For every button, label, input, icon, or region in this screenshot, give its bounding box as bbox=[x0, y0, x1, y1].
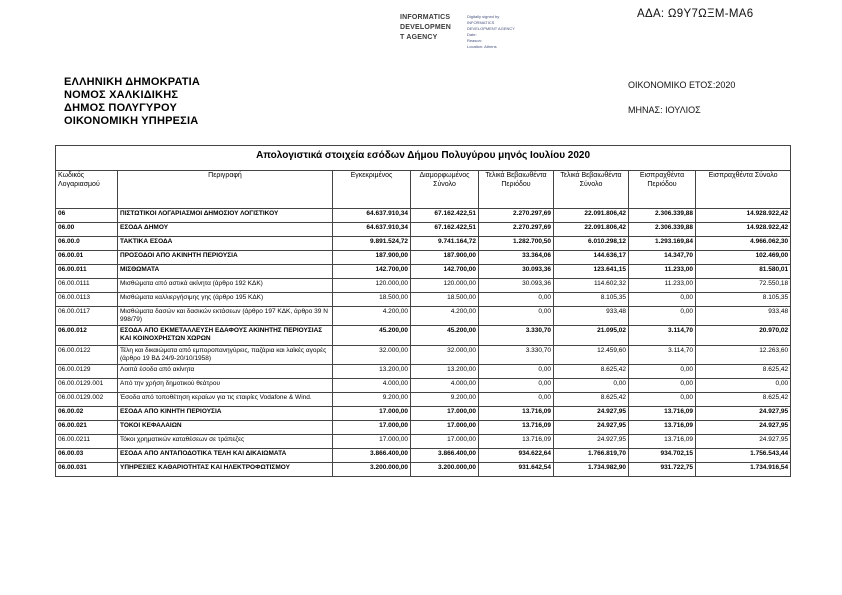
table-row bbox=[56, 251, 791, 265]
row-account-code: 06 bbox=[56, 209, 118, 223]
row-account-code: 06.00.0117 bbox=[56, 307, 118, 326]
row-approved-budget: 3.866.400,00 bbox=[333, 448, 411, 462]
row-certified-period: 13.716,09 bbox=[479, 420, 554, 434]
row-adjusted-total: 3.200.000,00 bbox=[411, 462, 479, 476]
row-approved-budget: 9.891.524,72 bbox=[333, 237, 411, 251]
table-row bbox=[56, 364, 791, 378]
row-account-code: 06.00.0122 bbox=[56, 345, 118, 364]
row-certified-total: 12.459,60 bbox=[554, 345, 629, 364]
row-description: Τέλη και δικαιώματα από εμποροπανηγύρεις, παζάρια και λαϊκές αγορές (άρθρο 19 ΒΔ 24/9-20/10/1958) bbox=[118, 345, 333, 364]
row-collected-total: 72.550,18 bbox=[696, 279, 791, 293]
authority-line-department: ΟΙΚΟΝΟΜΙΚΗ ΥΠΗΡΕΣΙΑ bbox=[64, 114, 199, 127]
authority-line-republic: ΕΛΛΗΝΙΚΗ ΔΗΜΟΚΡΑΤΙΑ bbox=[64, 76, 201, 88]
table-row bbox=[56, 279, 791, 293]
row-collected-period: 1.293.169,84 bbox=[629, 237, 696, 251]
row-adjusted-total: 142.700,00 bbox=[411, 265, 479, 279]
table-row bbox=[56, 237, 791, 251]
row-certified-total: 8.625,42 bbox=[554, 392, 629, 406]
row-adjusted-total: 4.000,00 bbox=[411, 378, 479, 392]
row-collected-period: 11.233,00 bbox=[629, 279, 696, 293]
row-description: ΤΟΚΟΙ ΚΕΦΑΛΑΙΩΝ bbox=[118, 420, 333, 434]
table-row bbox=[56, 223, 791, 237]
row-account-code: 06.00.031 bbox=[56, 462, 118, 476]
row-certified-period: 33.364,06 bbox=[479, 251, 554, 265]
row-collected-total: 14.928.922,42 bbox=[696, 223, 791, 237]
row-approved-budget: 9.200,00 bbox=[333, 392, 411, 406]
row-approved-budget: 120.000,00 bbox=[333, 279, 411, 293]
row-certified-period: 3.330,70 bbox=[479, 326, 554, 345]
row-collected-total: 24.927,95 bbox=[696, 434, 791, 448]
row-certified-period: 30.093,36 bbox=[479, 279, 554, 293]
stamp-agency-line: T AGENCY bbox=[400, 33, 438, 41]
table-row bbox=[56, 434, 791, 448]
stamp-signature-line: DEVELOPMENT AGENCY bbox=[467, 26, 515, 31]
row-description: Τόκοι χρηματικών καταθέσεων σε τράπεζες bbox=[118, 434, 333, 448]
row-account-code: 06.00.0113 bbox=[56, 293, 118, 307]
row-adjusted-total: 3.866.400,00 bbox=[411, 448, 479, 462]
row-collected-total: 1.734.916,54 bbox=[696, 462, 791, 476]
table-row bbox=[56, 462, 791, 476]
row-adjusted-total: 17.000,00 bbox=[411, 406, 479, 420]
row-account-code: 06.00.012 bbox=[56, 326, 118, 345]
row-account-code: 06.00.0129.002 bbox=[56, 392, 118, 406]
column-header-approved: Εγκεκριμένος bbox=[333, 171, 411, 209]
row-approved-budget: 45.200,00 bbox=[333, 326, 411, 345]
row-adjusted-total: 67.162.422,51 bbox=[411, 223, 479, 237]
row-collected-total: 81.580,01 bbox=[696, 265, 791, 279]
row-certified-total: 24.927,95 bbox=[554, 434, 629, 448]
row-account-code: 06.00.0129 bbox=[56, 364, 118, 378]
table-row bbox=[56, 420, 791, 434]
row-collected-total: 24.927,95 bbox=[696, 406, 791, 420]
row-approved-budget: 32.000,00 bbox=[333, 345, 411, 364]
row-account-code: 06.00.021 bbox=[56, 420, 118, 434]
stamp-signature-line: Reason: bbox=[467, 38, 482, 43]
row-description: Μισθώματα δασών και δασικών εκτάσεων (άρθρο 197 ΚΔΚ, άρθρο 39 Ν 998/79) bbox=[118, 307, 333, 326]
issuing-authority-block bbox=[64, 76, 200, 128]
row-account-code: 06.00.0211 bbox=[56, 434, 118, 448]
row-collected-total: 24.927,95 bbox=[696, 420, 791, 434]
table-row bbox=[56, 345, 791, 364]
column-header-account-code: Κωδικός Λογαριασμού bbox=[56, 171, 118, 209]
digital-signature-stamp bbox=[400, 13, 560, 50]
row-certified-period: 13.716,09 bbox=[479, 406, 554, 420]
row-collected-period: 0,00 bbox=[629, 364, 696, 378]
row-collected-period: 13.716,09 bbox=[629, 434, 696, 448]
row-description: ΤΑΚΤΙΚΑ ΕΣΟΔΑ bbox=[118, 237, 333, 251]
row-certified-period: 3.330,70 bbox=[479, 345, 554, 364]
row-certified-period: 0,00 bbox=[479, 378, 554, 392]
row-adjusted-total: 13.200,00 bbox=[411, 364, 479, 378]
fiscal-year-label: ΟΙΚΟΝΟΜΙΚΟ ΕΤΟΣ:2020 bbox=[628, 80, 736, 90]
row-certified-period: 931.642,54 bbox=[479, 462, 554, 476]
table-row bbox=[56, 392, 791, 406]
row-collected-period: 0,00 bbox=[629, 392, 696, 406]
stamp-agency-line: INFORMATICS bbox=[400, 14, 451, 21]
row-certified-total: 24.927,95 bbox=[554, 420, 629, 434]
row-adjusted-total: 9.200,00 bbox=[411, 392, 479, 406]
row-account-code: 06.00.0129.001 bbox=[56, 378, 118, 392]
row-description: ΜΙΣΘΩΜΑΤΑ bbox=[118, 265, 333, 279]
row-certified-total: 1.766.819,70 bbox=[554, 448, 629, 462]
row-description: ΥΠΗΡΕΣΙΕΣ ΚΑΘΑΡΙΟΤΗΤΑΣ ΚΑΙ ΗΛΕΚΤΡΟΦΩΤΙΣΜΟΥ bbox=[118, 462, 333, 476]
ada-code: ΑΔΑ: Ω9Υ7ΩΞΜ-ΜΑ6 bbox=[637, 8, 754, 20]
row-certified-total: 144.636,17 bbox=[554, 251, 629, 265]
row-description: Μισθώματα καλλιεργήσιμης γης (άρθρο 195 ΚΔΚ) bbox=[118, 293, 333, 307]
stamp-agency-name bbox=[400, 13, 462, 50]
row-approved-budget: 18.500,00 bbox=[333, 293, 411, 307]
table-row bbox=[56, 265, 791, 279]
row-adjusted-total: 67.162.422,51 bbox=[411, 209, 479, 223]
row-account-code: 06.00.02 bbox=[56, 406, 118, 420]
stamp-agency-line: DEVELOPMEN bbox=[400, 23, 452, 31]
table-row bbox=[56, 378, 791, 392]
row-adjusted-total: 17.000,00 bbox=[411, 420, 479, 434]
row-certified-total: 24.927,95 bbox=[554, 406, 629, 420]
row-certified-total: 21.095,02 bbox=[554, 326, 629, 345]
row-collected-total: 8.105,35 bbox=[696, 293, 791, 307]
row-collected-period: 0,00 bbox=[629, 293, 696, 307]
authority-line-municipality: ΔΗΜΟΣ ΠΟΛΥΓΥΡΟΥ bbox=[64, 101, 177, 114]
row-description: ΕΣΟΔΑ ΔΗΜΟΥ bbox=[118, 223, 333, 237]
row-approved-budget: 17.000,00 bbox=[333, 406, 411, 420]
table-row bbox=[56, 209, 791, 223]
row-collected-total: 8.625,42 bbox=[696, 364, 791, 378]
column-header-certified-period: Τελικά Βεβαιωθέντα Περιόδου bbox=[479, 171, 554, 209]
stamp-signature-line: INFORMATICS bbox=[467, 20, 495, 25]
row-approved-budget: 64.637.910,34 bbox=[333, 223, 411, 237]
stamp-signature-details bbox=[467, 13, 515, 50]
row-account-code: 06.00.03 bbox=[56, 448, 118, 462]
row-collected-period: 11.233,00 bbox=[629, 265, 696, 279]
row-description: ΠΙΣΤΩΤΙΚΟΙ ΛΟΓΑΡΙΑΣΜΟΙ ΔΗΜΟΣΙΟΥ ΛΟΓΙΣΤΙΚΟΥ bbox=[118, 209, 333, 223]
row-adjusted-total: 17.000,00 bbox=[411, 434, 479, 448]
stamp-signature-line: Date: bbox=[467, 32, 477, 37]
stamp-signature-line: Digitally signed by bbox=[467, 14, 500, 19]
row-approved-budget: 64.637.910,34 bbox=[333, 209, 411, 223]
column-header-certified-total: Τελικά Βεβαιωθέντα Σύνολο bbox=[554, 171, 629, 209]
row-certified-total: 8.105,35 bbox=[554, 293, 629, 307]
row-collected-total: 14.928.922,42 bbox=[696, 209, 791, 223]
row-collected-period: 3.114,70 bbox=[629, 326, 696, 345]
row-adjusted-total: 45.200,00 bbox=[411, 326, 479, 345]
row-collected-period: 13.716,09 bbox=[629, 420, 696, 434]
row-approved-budget: 17.000,00 bbox=[333, 420, 411, 434]
row-description: ΠΡΟΣΟΔΟΙ ΑΠΟ ΑΚΙΝΗΤΗ ΠΕΡΙΟΥΣΙΑ bbox=[118, 251, 333, 265]
row-collected-total: 12.263,60 bbox=[696, 345, 791, 364]
row-description: ΕΣΟΔΑ ΑΠΟ ΕΚΜΕΤΑΛΛΕΥΣΗ ΕΔΑΦΟΥΣ ΑΚΙΝΗΤΗΣ ΠΕΡΙΟΥΣΙΑΣ ΚΑΙ ΚΟΙΝΟΧΡΗΣΤΩΝ ΧΩΡΩΝ bbox=[118, 326, 333, 345]
row-description: ΕΣΟΔΑ ΑΠΟ ΑΝΤΑΠΟΔΟΤΙΚΑ ΤΕΛΗ ΚΑΙ ΔΙΚΑΙΩΜΑΤΑ bbox=[118, 448, 333, 462]
row-collected-total: 1.756.543,44 bbox=[696, 448, 791, 462]
row-adjusted-total: 120.000,00 bbox=[411, 279, 479, 293]
row-adjusted-total: 187.900,00 bbox=[411, 251, 479, 265]
row-certified-period: 13.716,09 bbox=[479, 434, 554, 448]
row-certified-total: 22.091.806,42 bbox=[554, 209, 629, 223]
row-collected-total: 0,00 bbox=[696, 378, 791, 392]
column-header-adjusted-total: Διαμορφωμένος Σύνολο bbox=[411, 171, 479, 209]
row-approved-budget: 4.200,00 bbox=[333, 307, 411, 326]
column-header-description: Περιγραφή bbox=[118, 171, 333, 209]
row-description: Έσοδα από τοποθέτηση κεραίων για τις εταιρίες Vodafone & Wind. bbox=[118, 392, 333, 406]
row-certified-period: 0,00 bbox=[479, 392, 554, 406]
row-certified-total: 22.091.806,42 bbox=[554, 223, 629, 237]
table-row bbox=[56, 307, 791, 326]
row-account-code: 06.00.01 bbox=[56, 251, 118, 265]
row-approved-budget: 3.200.000,00 bbox=[333, 462, 411, 476]
row-certified-total: 0,00 bbox=[554, 378, 629, 392]
row-account-code: 06.00.0111 bbox=[56, 279, 118, 293]
row-adjusted-total: 18.500,00 bbox=[411, 293, 479, 307]
row-description: Μισθώματα από αστικά ακίνητα (άρθρο 192 ΚΔΚ) bbox=[118, 279, 333, 293]
row-certified-total: 8.625,42 bbox=[554, 364, 629, 378]
row-collected-total: 4.966.062,30 bbox=[696, 237, 791, 251]
row-collected-total: 102.469,00 bbox=[696, 251, 791, 265]
row-collected-period: 2.306.339,88 bbox=[629, 209, 696, 223]
row-certified-period: 934.622,64 bbox=[479, 448, 554, 462]
row-certified-period: 2.270.297,69 bbox=[479, 223, 554, 237]
row-account-code: 06.00.0 bbox=[56, 237, 118, 251]
row-collected-period: 2.306.339,88 bbox=[629, 223, 696, 237]
row-account-code: 06.00 bbox=[56, 223, 118, 237]
row-adjusted-total: 32.000,00 bbox=[411, 345, 479, 364]
row-approved-budget: 142.700,00 bbox=[333, 265, 411, 279]
row-certified-period: 2.270.297,69 bbox=[479, 209, 554, 223]
column-header-collected-period: Εισπραχθέντα Περιόδου bbox=[629, 171, 696, 209]
row-certified-period: 30.093,36 bbox=[479, 265, 554, 279]
fiscal-period-block bbox=[628, 80, 735, 115]
row-adjusted-total: 9.741.164,72 bbox=[411, 237, 479, 251]
table-row bbox=[56, 448, 791, 462]
fiscal-month-label: ΜΗΝΑΣ: ΙΟΥΛΙΟΣ bbox=[628, 105, 701, 115]
row-certified-period: 1.282.700,50 bbox=[479, 237, 554, 251]
row-certified-period: 0,00 bbox=[479, 307, 554, 326]
row-description: Από την χρήση δημοτικού θεάτρου bbox=[118, 378, 333, 392]
row-description: ΕΣΟΔΑ ΑΠΟ ΚΙΝΗΤΗ ΠΕΡΙΟΥΣΙΑ bbox=[118, 406, 333, 420]
row-certified-total: 114.602,32 bbox=[554, 279, 629, 293]
row-collected-period: 3.114,70 bbox=[629, 345, 696, 364]
row-collected-period: 0,00 bbox=[629, 307, 696, 326]
table-header-row bbox=[56, 171, 791, 209]
row-approved-budget: 187.900,00 bbox=[333, 251, 411, 265]
row-approved-budget: 13.200,00 bbox=[333, 364, 411, 378]
table-title: Απολογιστικά στοιχεία εσόδων Δήμου Πολυγύρου μηνός Ιουλίου 2020 bbox=[56, 146, 791, 171]
row-collected-total: 8.625,42 bbox=[696, 392, 791, 406]
table-row bbox=[56, 406, 791, 420]
column-header-collected-total: Εισπραχθέντα Σύνολο bbox=[696, 171, 791, 209]
revenue-report-table bbox=[55, 145, 791, 477]
row-collected-period: 0,00 bbox=[629, 378, 696, 392]
row-certified-total: 6.010.298,12 bbox=[554, 237, 629, 251]
row-account-code: 06.00.011 bbox=[56, 265, 118, 279]
row-certified-period: 0,00 bbox=[479, 293, 554, 307]
row-collected-total: 20.970,02 bbox=[696, 326, 791, 345]
table-title-row bbox=[56, 146, 791, 171]
row-collected-period: 13.716,09 bbox=[629, 406, 696, 420]
row-certified-total: 933,48 bbox=[554, 307, 629, 326]
row-approved-budget: 4.000,00 bbox=[333, 378, 411, 392]
row-approved-budget: 17.000,00 bbox=[333, 434, 411, 448]
table-row bbox=[56, 293, 791, 307]
row-collected-period: 14.347,70 bbox=[629, 251, 696, 265]
row-collected-period: 931.722,75 bbox=[629, 462, 696, 476]
table-row bbox=[56, 326, 791, 345]
row-collected-total: 933,48 bbox=[696, 307, 791, 326]
row-description: Λοιπά έσοδα από ακίνητα bbox=[118, 364, 333, 378]
row-collected-period: 934.702,15 bbox=[629, 448, 696, 462]
table-body bbox=[56, 209, 791, 477]
stamp-signature-line: Location: Athens bbox=[467, 44, 497, 49]
row-adjusted-total: 4.200,00 bbox=[411, 307, 479, 326]
row-certified-period: 0,00 bbox=[479, 364, 554, 378]
row-certified-total: 123.641,15 bbox=[554, 265, 629, 279]
authority-line-prefecture: ΝΟΜΟΣ ΧΑΛΚΙΔΙΚΗΣ bbox=[64, 88, 179, 101]
row-certified-total: 1.734.982,90 bbox=[554, 462, 629, 476]
